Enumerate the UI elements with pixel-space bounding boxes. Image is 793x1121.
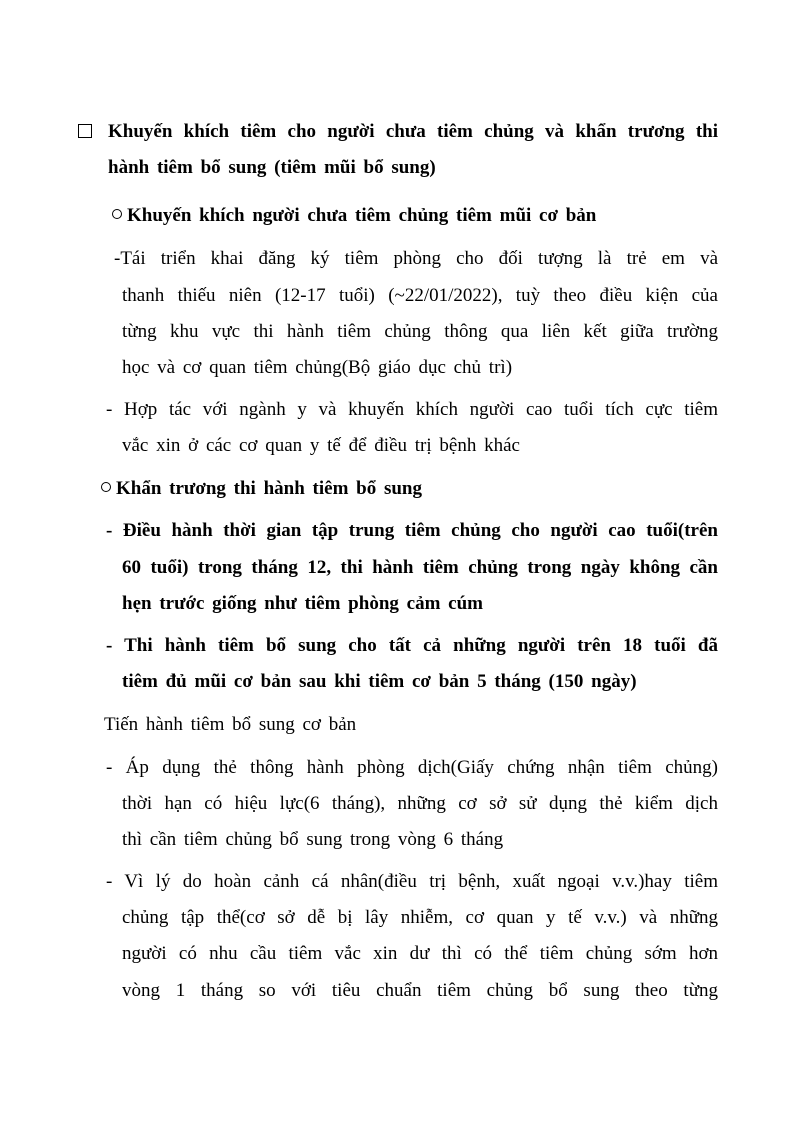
subsection-2-title bbox=[101, 478, 422, 500]
checkbox-bullet-icon bbox=[78, 124, 92, 138]
sub3-para1-line-3: thì cần tiêm chủng bổ sung trong vòng 6 tháng bbox=[122, 829, 504, 850]
sub3-para2-line-4: vòng 1 tháng so với tiêu chuẩn tiêm chủng bổ sung theo từng bbox=[122, 980, 718, 1001]
sub1-para1-line-4: học và cơ quan tiêm chủng(Bộ giáo dục chủ trì) bbox=[122, 357, 513, 378]
section-heading-line-2: hành tiêm bổ sung (tiêm mũi bổ sung) bbox=[108, 157, 436, 178]
sub2-para1-line-3: hẹn trước giống như tiêm phòng cảm cúm bbox=[122, 593, 483, 614]
sub3-para1-line-1: - Áp dụng thẻ thông hành phòng dịch(Giấy chứng nhận tiêm chủng) bbox=[106, 757, 718, 778]
section-heading-line-1: Khuyến khích tiêm cho người chưa tiêm chủng và khẩn trương thi bbox=[108, 121, 718, 142]
circle-bullet-icon bbox=[112, 209, 122, 219]
sub1-para1-line-3: từng khu vực thi hành tiêm chủng thông qua liên kết giữa trường bbox=[122, 321, 718, 342]
sub2-para2-line-1: - Thi hành tiêm bổ sung cho tất cả những người trên 18 tuổi đã bbox=[106, 635, 718, 656]
sub2-para2-line-2: tiêm đủ mũi cơ bản sau khi tiêm cơ bản 5 tháng (150 ngày) bbox=[122, 671, 637, 692]
sub3-para2-line-2: chủng tập thể(cơ sở dễ bị lây nhiễm, cơ quan y tế v.v.) và những bbox=[122, 907, 718, 928]
sub3-para1-line-2: thời hạn có hiệu lực(6 tháng), những cơ sở sử dụng thẻ kiểm dịch bbox=[122, 793, 718, 814]
subsection-2-title-text: Khẩn trương thi hành tiêm bổ sung bbox=[116, 478, 422, 499]
subsection-1-title-text: Khuyến khích người chưa tiêm chủng tiêm mũi cơ bản bbox=[127, 205, 597, 226]
subsection-1-title bbox=[112, 205, 596, 227]
sub3-para2-line-1: - Vì lý do hoàn cảnh cá nhân(điều trị bệnh, xuất ngoại v.v.)hay tiêm bbox=[106, 871, 718, 892]
subsection-3-title: Tiến hành tiêm bổ sung cơ bản bbox=[104, 714, 357, 735]
sub1-para2-line-2: vắc xin ở các cơ quan y tế để điều trị bệnh khác bbox=[122, 435, 520, 456]
circle-bullet-icon bbox=[101, 482, 111, 492]
sub3-para2-line-3: người có nhu cầu tiêm vắc xin dư thì có thể tiêm chủng sớm hơn bbox=[122, 943, 718, 964]
sub2-para1-line-2: 60 tuổi) trong tháng 12, thi hành tiêm chủng trong ngày không cần bbox=[122, 557, 718, 578]
sub1-para1-line-1: -Tái triển khai đăng ký tiêm phòng cho đối tượng là trẻ em và bbox=[114, 248, 718, 269]
sub2-para1-line-1: - Điều hành thời gian tập trung tiêm chủng cho người cao tuổi(trên bbox=[106, 520, 718, 541]
sub1-para2-line-1: - Hợp tác với ngành y và khuyến khích người cao tuổi tích cực tiêm bbox=[106, 399, 718, 420]
sub1-para1-line-2: thanh thiếu niên (12-17 tuổi) (~22/01/2022), tuỳ theo điều kiện của bbox=[122, 285, 718, 306]
